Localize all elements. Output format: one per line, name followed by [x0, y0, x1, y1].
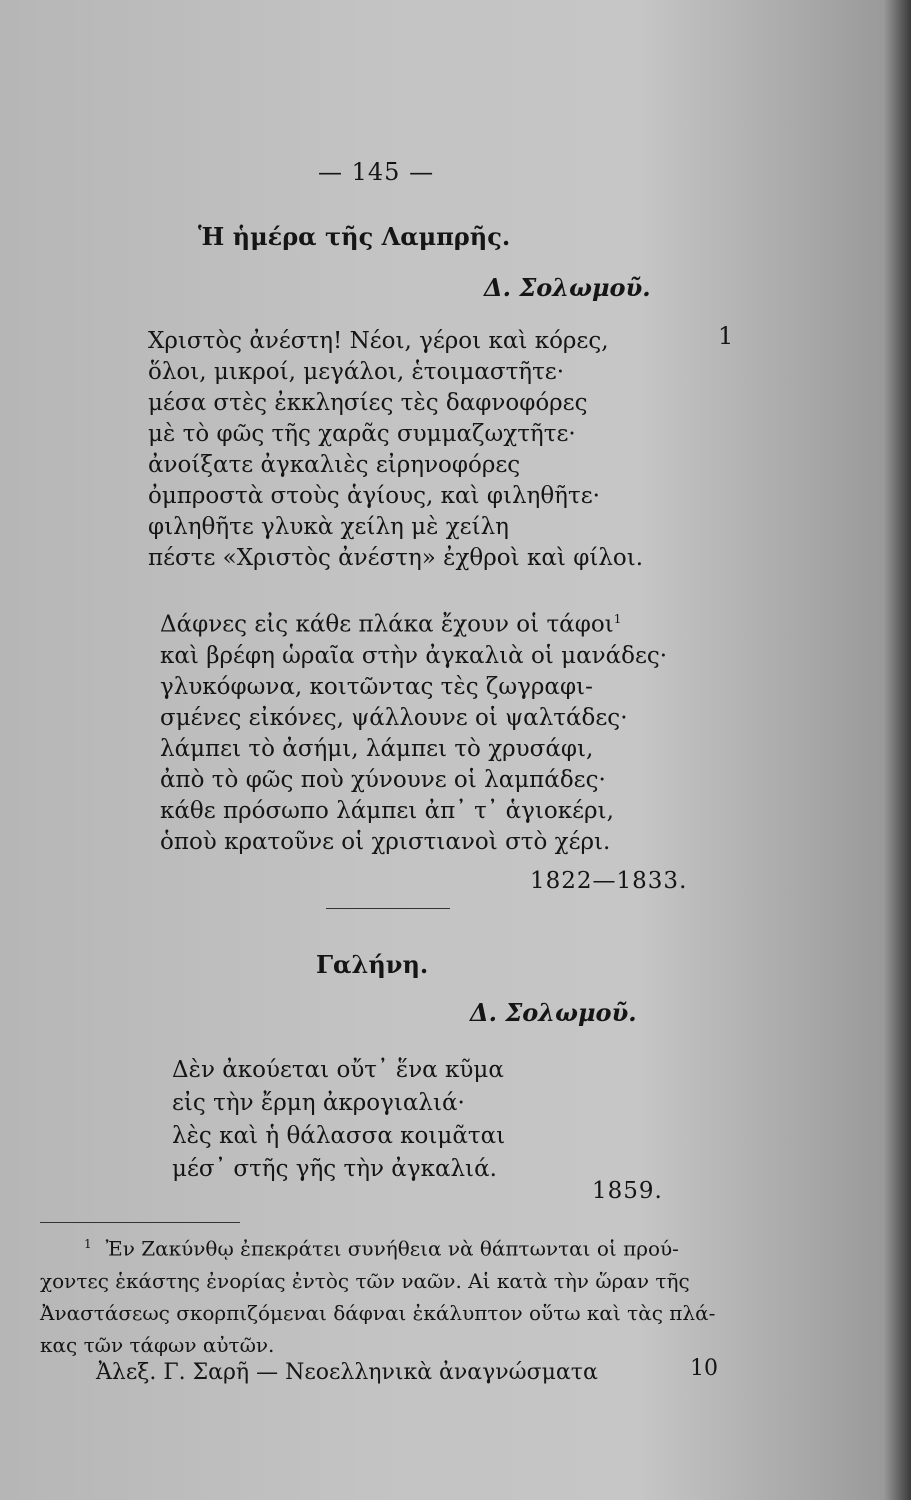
- footnote-line: χοντες ἑκάστης ἐνορίας ἐντὸς τῶν ναῶν. Αἱ κατὰ τὴν ὥραν τῆς: [40, 1268, 690, 1293]
- verse-line: ὀμπροστὰ στοὺς ἁγίους, καὶ φιληθῆτε·: [148, 483, 600, 509]
- poem-author: Δ. Σολωμοῦ.: [484, 273, 651, 302]
- verse-line: λάμπει τὸ ἀσήμι, λάμπει τὸ χρυσάφι,: [160, 735, 594, 762]
- footnote-rule: [40, 1222, 240, 1223]
- section-divider: [326, 908, 450, 909]
- verse-line: μέσα στὲς ἐκκλησίες τὲς δαφνοφόρες: [148, 390, 588, 416]
- poem-stanza-1: [148, 326, 643, 574]
- verse-line: ἀπὸ τὸ φῶς ποὺ χύνουνε οἱ λαμπάδες·: [160, 766, 606, 793]
- footnote-mark: 1: [84, 1237, 92, 1251]
- verse-line: φιληθῆτε γλυκὰ χείλη μὲ χείλη: [148, 514, 509, 540]
- poem-date: 1822—1833.: [530, 868, 688, 894]
- book-reference: Ἀλεξ. Γ. Σαρῆ — Νεοελληνικὰ ἀναγνώσματα: [96, 1360, 598, 1385]
- verse-line: κάθε πρόσωπο λάμπει ἀπ᾽ τ᾽ ἁγιοκέρι,: [160, 797, 614, 824]
- page-number: — 145 —: [318, 158, 435, 186]
- verse-line: πέστε «Χριστὸς ἀνέστη» ἐχθροὶ καὶ φίλοι.: [148, 545, 644, 571]
- poem-author: Δ. Σολωμοῦ.: [470, 998, 637, 1027]
- poem-date: 1859.: [592, 1178, 663, 1204]
- verse-line: ὁποὺ κρατοῦνε οἱ χριστιανοὶ στὸ χέρι.: [160, 828, 611, 855]
- poem-title: Ἡ ἡμέρα τῆς Λαμπρῆς.: [198, 222, 511, 251]
- verse-line: γλυκόφωνα, κοιτῶντας τὲς ζωγραφι-: [160, 673, 593, 700]
- verse-line: Δὲν ἀκούεται οὔτ᾽ ἕνα κῦμα: [172, 1057, 504, 1083]
- printer-signature: 10: [690, 1356, 718, 1381]
- verse-line: καὶ βρέφη ὡραῖα στὴν ἀγκαλιὰ οἱ μανάδες·: [160, 642, 668, 669]
- footnote-line: Ἀναστάσεως σκορπιζόμεναι δάφναι ἐκάλυπτον οὕτω καὶ τὰς πλά-: [40, 1300, 716, 1325]
- verse-line: εἰς τὴν ἔρμη ἀκρογιαλιά·: [172, 1090, 465, 1116]
- poem-stanza: [172, 1054, 505, 1186]
- verse-line: μὲ τὸ φῶς τῆς χαρᾶς συμμαζωχτῆτε·: [148, 421, 576, 447]
- poem-stanza-2: [160, 604, 667, 858]
- verse-line: μέσ᾽ στῆς γῆς τὴν ἀγκαλιά.: [172, 1156, 497, 1182]
- verse-line: λὲς καὶ ἡ θάλασσα κοιμᾶται: [172, 1123, 506, 1149]
- footnote-line: Ἐν Ζακύνθῳ ἐπεκράτει συνήθεια νὰ θάπτωνται οἱ πρού-: [105, 1236, 679, 1261]
- verse-line: ἀνοίξατε ἀγκαλιὲς εἰρηνοφόρες: [148, 452, 521, 478]
- footnote: [40, 1228, 715, 1361]
- poem-title: Γαλήνη.: [316, 950, 429, 979]
- verse-line: Χριστὸς ἀνέστη! Νέοι, γέροι καὶ κόρες,: [148, 328, 609, 354]
- footnote-line: κας τῶν τάφων αὐτῶν.: [40, 1332, 275, 1357]
- footnote-reference: 1: [613, 612, 622, 626]
- verse-line: Δάφνες εἰς κάθε πλάκα ἔχουν οἱ τάφοι: [160, 611, 614, 638]
- verse-line: ὅλοι, μικροί, μεγάλοι, ἑτοιμαστῆτε·: [148, 359, 565, 385]
- stanza-number: 1: [718, 322, 734, 350]
- verse-line: σμένες εἰκόνες, ψάλλουνε οἱ ψαλτάδες·: [160, 704, 628, 731]
